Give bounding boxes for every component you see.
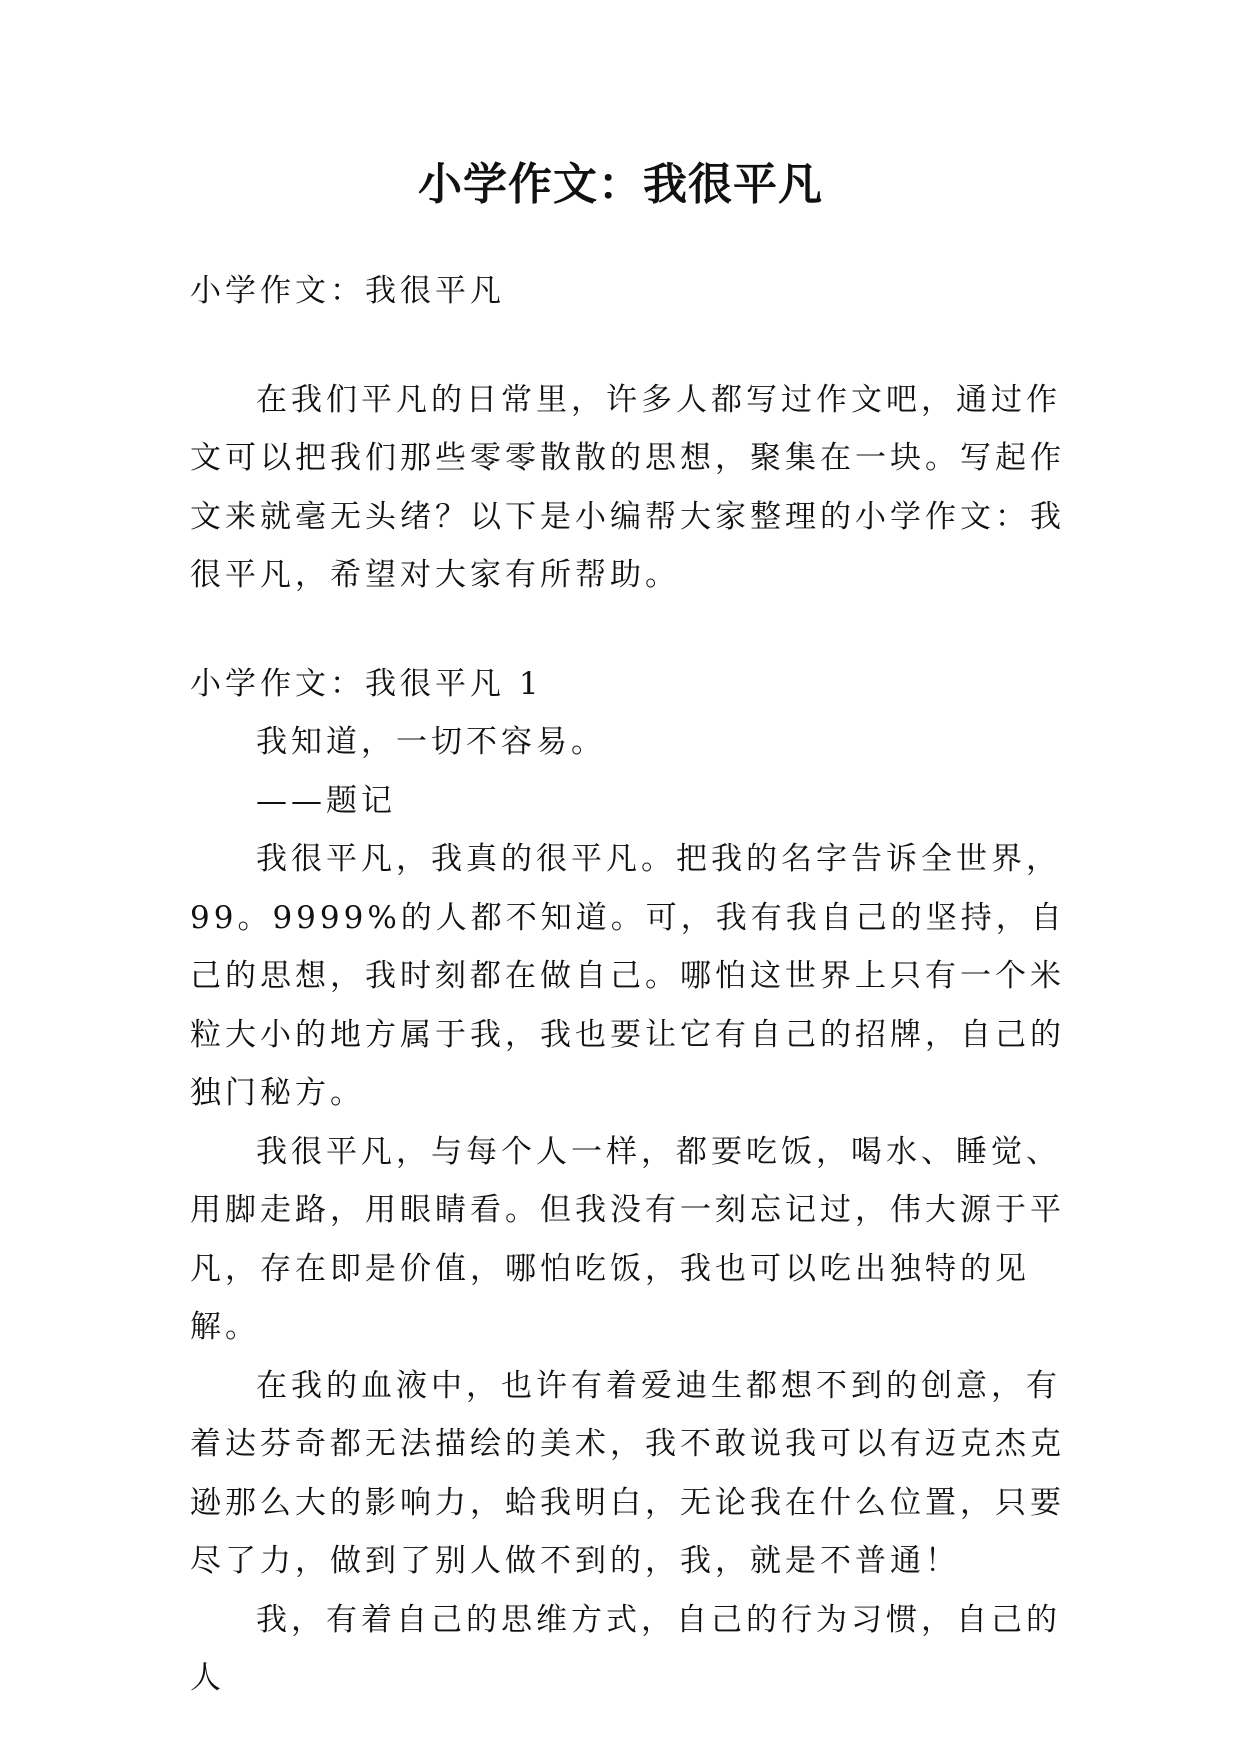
paragraph: 我很平凡，与每个人一样，都要吃饭，喝水、睡觉、用脚走路，用眼睛看。但我没有一刻忘记过，伟大源于平凡，存在即是价值，哪怕吃饭，我也可以吃出独特的见解。: [190, 1133, 1065, 1345]
document-title: 小学作文：我很平凡: [418, 159, 823, 210]
paragraph: 我知道，一切不容易。: [256, 724, 606, 760]
paragraph: 我，有着自己的思维方式，自己的行为习惯，自己的人: [190, 1601, 1061, 1696]
paragraph: 在我的血液中，也许有着爱迪生都想不到的创意，有着达芬奇都无法描绘的美术，我不敢说我可以有迈克杰克逊那么大的影响力，蛤我明白，无论我在什么位置，只要尽了力，做到了别人做不到的，我，就是不普通！: [190, 1367, 1065, 1579]
intro-paragraph: 在我们平凡的日常里，许多人都写过作文吧，通过作文可以把我们那些零零散散的思想，聚集在一块。写起作文来就毫无头绪？以下是小编帮大家整理的小学作文：我很平凡，希望对大家有所帮助。: [190, 381, 1065, 593]
document-body: [190, 262, 1070, 1708]
spacer: [190, 605, 1070, 655]
document-subtitle: 小学作文：我很平凡: [190, 273, 505, 309]
section-heading: 小学作文：我很平凡 1: [190, 665, 543, 702]
paragraph: 我很平凡，我真的很平凡。把我的名字告诉全世界，99。9999%的人都不知道。可，我有我自己的坚持，自己的思想，我时刻都在做自己。哪怕这世界上只有一个米粒大小的地方属于我，我也要让它有自己的招牌，自己的独门秘方。: [190, 841, 1066, 1111]
paragraph: ——题记: [256, 782, 396, 819]
spacer: [190, 321, 1070, 371]
